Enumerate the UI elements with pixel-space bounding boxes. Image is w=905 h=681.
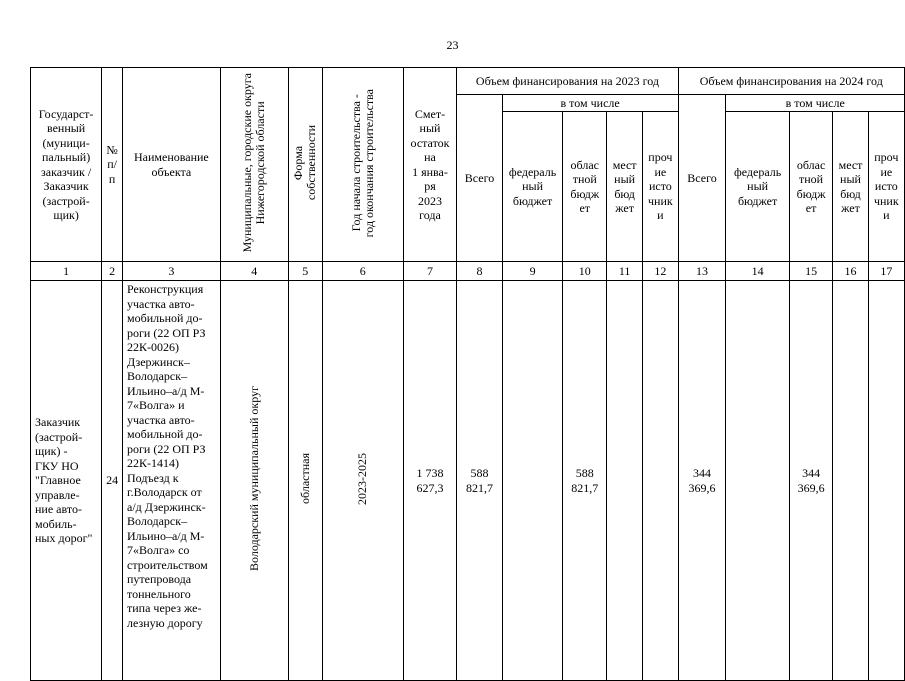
row-municipality	[220, 281, 288, 681]
header-regional-2023: облас тной бюдж ет	[563, 112, 607, 262]
column-number: 2	[102, 262, 123, 281]
row-years-text: 2023-2025	[355, 452, 370, 505]
header-number: № п/ п	[102, 68, 123, 262]
header-years-text: Год начала строительства - год окончания строительства	[348, 88, 376, 237]
header-funding-2023: Объем финансирования на 2023 год	[457, 68, 678, 95]
header-total-2023: Всего	[457, 95, 502, 262]
header-estimate-balance: Смет- ный остаток на 1 янва- ря 2023 года	[403, 68, 457, 262]
column-number: 11	[607, 262, 643, 281]
column-number: 5	[288, 262, 322, 281]
table-row	[31, 281, 905, 681]
row-total-2024: 344 369,6	[678, 281, 726, 681]
header-municipality	[220, 68, 288, 262]
header-including-2023: в том числе	[502, 95, 678, 112]
header-total-2024: Всего	[678, 95, 726, 262]
row-total-2023: 588 821,7	[457, 281, 502, 681]
column-numbers-row	[31, 262, 905, 281]
header-other-2023: проч ие исто чник и	[643, 112, 678, 262]
column-number: 9	[502, 262, 563, 281]
column-number: 15	[789, 262, 833, 281]
header-municipality-text: Муниципальные, городские округа Нижегородской области	[240, 73, 268, 253]
column-number: 10	[563, 262, 607, 281]
row-regional-2023: 588 821,7	[563, 281, 607, 681]
header-federal-2024: федераль ный бюджет	[726, 112, 789, 262]
column-number: 6	[322, 262, 403, 281]
header-years	[322, 68, 403, 262]
row-regional-2024: 344 369,6	[789, 281, 833, 681]
header-object-name: Наименование объекта	[123, 68, 221, 262]
header-ownership-text: Форма собственности	[291, 125, 319, 201]
row-number: 24	[102, 281, 123, 681]
row-object-name: Реконструкция участка авто- мобильной до- роги (22 ОП РЗ 22К-0026) Дзержинск– Володарск– Ильино–а/д М- 7«Волга» и участка авто- мобильной до- роги (22 ОП РЗ 22К-1414) Подъезд к г.Володарск от а/д Дзержинск- Володарск– Ильино–а/д М- 7«Волга» со строительством путепровода тоннельного типа через же- лезную дорогу	[123, 281, 221, 681]
column-number: 17	[868, 262, 904, 281]
header-federal-2023: федераль ный бюджет	[502, 112, 563, 262]
header-funding-2024: Объем финансирования на 2024 год	[678, 68, 904, 95]
column-number: 3	[123, 262, 221, 281]
row-customer: Заказчик (застрой- щик) - ГКУ НО "Главное управле- ние авто- мобиль- ных дорог"	[31, 281, 102, 681]
row-estimate-balance: 1 738 627,3	[403, 281, 457, 681]
page-number: 23	[446, 38, 459, 52]
column-number: 16	[833, 262, 868, 281]
column-number: 4	[220, 262, 288, 281]
column-number: 8	[457, 262, 502, 281]
row-local-2023	[607, 281, 643, 681]
row-ownership	[288, 281, 322, 681]
header-local-2023: мест ный бюд жет	[607, 112, 643, 262]
row-municipality-text: Володарский муниципальный округ	[246, 386, 261, 572]
header-regional-2024: облас тной бюдж ет	[789, 112, 833, 262]
header-other-2024: проч ие исто чник и	[868, 112, 904, 262]
column-number: 13	[678, 262, 726, 281]
row-other-2024	[868, 281, 904, 681]
row-federal-2023	[502, 281, 563, 681]
row-ownership-text: областная	[297, 453, 312, 505]
header-ownership	[288, 68, 322, 262]
financing-table	[30, 67, 905, 681]
row-federal-2024	[726, 281, 789, 681]
row-years	[322, 281, 403, 681]
header-including-2024: в том числе	[726, 95, 905, 112]
column-number: 1	[31, 262, 102, 281]
column-number: 12	[643, 262, 678, 281]
row-other-2023	[643, 281, 678, 681]
column-number: 14	[726, 262, 789, 281]
header-local-2024: мест ный бюд жет	[833, 112, 868, 262]
header-customer: Государст- венный (муници- пальный) заказчик / Заказчик (застрой- щик)	[31, 68, 102, 262]
column-number: 7	[403, 262, 457, 281]
row-local-2024	[833, 281, 868, 681]
